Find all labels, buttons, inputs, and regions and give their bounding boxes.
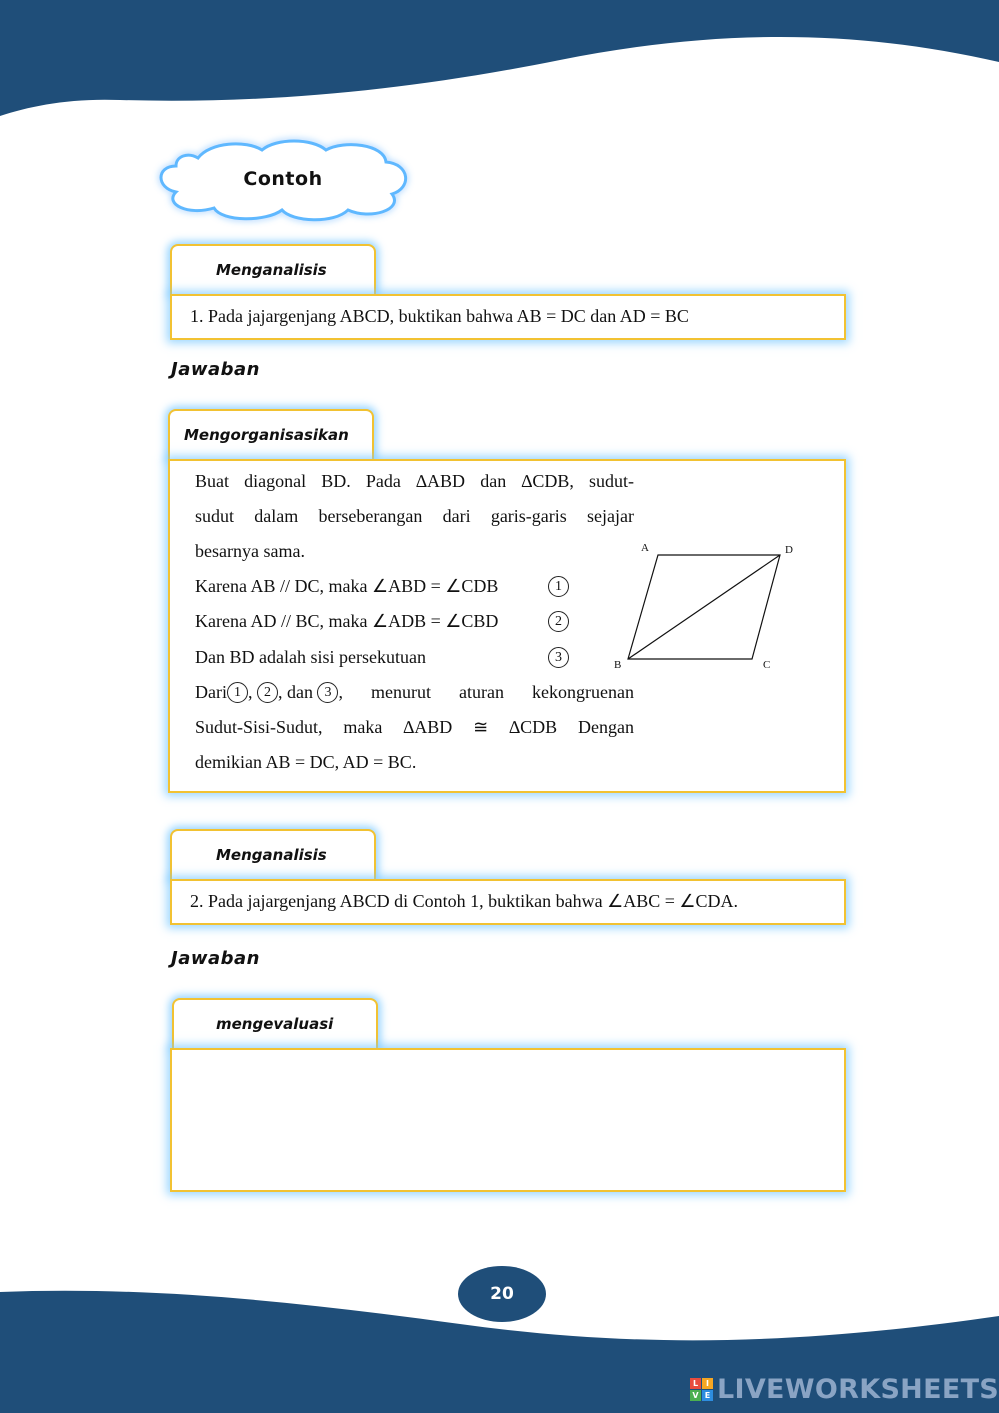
step-3-number — [548, 647, 569, 668]
question-2-text: 2. Pada jajargenjang ABCD di Contoh 1, buktikan bahwa ∠ABC = ∠CDA. — [190, 891, 739, 911]
step-1-badge: 1 — [548, 576, 569, 597]
liveworksheets-logo-icon — [690, 1378, 713, 1401]
answer-line-3: besarnya sama. — [195, 541, 305, 561]
question-2-box — [170, 879, 846, 925]
step-2-text: Karena AD // BC, maka ∠ADB = ∠CBD — [195, 611, 499, 631]
step-3-badge: 3 — [548, 647, 569, 668]
logo-letter-i: I — [702, 1378, 713, 1389]
watermark — [690, 1374, 999, 1404]
step-2-number — [548, 611, 569, 632]
conclusion-ref-3: 3 — [317, 682, 338, 703]
tab-mengevaluasi — [172, 998, 378, 1048]
conclusion-line — [195, 682, 634, 703]
answer-line-2: sudut dalam berseberangan dari garis-garis sejajar — [195, 506, 634, 526]
answer-line-9: demikian AB = DC, AD = BC. — [195, 752, 417, 772]
conclusion-prefix: Dari — [195, 682, 227, 702]
watermark-text: LIVEWORKSHEETS — [717, 1373, 999, 1405]
conclusion-ref-2: 2 — [257, 682, 278, 703]
answer-2-box[interactable] — [170, 1048, 846, 1192]
contoh-title: Contoh — [243, 168, 323, 190]
conclusion-refs — [227, 682, 339, 703]
vertex-label-c: C — [763, 659, 771, 671]
answer-line-8: Sudut-Sisi-Sudut, maka ∆ABD ≅ ∆CDB Dengan — [195, 717, 634, 737]
conclusion-rest: , menurut aturan kekongruenan — [338, 682, 634, 702]
tab-menganalisis-2 — [170, 829, 376, 879]
diagonal-bd — [628, 555, 780, 659]
answer-line-1: Buat diagonal BD. Pada ∆ABD dan ∆CDB, sudut- — [195, 471, 634, 491]
tab-mengorganisasikan — [168, 409, 374, 459]
top-banner — [0, 0, 999, 120]
logo-letter-e: E — [702, 1390, 713, 1401]
step-3-text: Dan BD adalah sisi persekutuan — [195, 647, 426, 667]
question-1-box — [170, 294, 846, 340]
step-1-text: Karena AB // DC, maka ∠ABD = ∠CDB — [195, 576, 499, 596]
page-number: 20 — [458, 1266, 546, 1322]
answer-heading-2: Jawaban — [171, 948, 260, 969]
conclusion-ref-1: 1 — [227, 682, 248, 703]
conclusion-sep-2: , dan — [277, 682, 313, 702]
step-2-badge: 2 — [548, 611, 569, 632]
conclusion-sep-1: , — [247, 682, 253, 702]
logo-letter-v: V — [690, 1390, 701, 1401]
tab-menganalisis-2-label: Menganalisis — [216, 846, 327, 864]
vertex-label-a: A — [641, 542, 649, 554]
tab-mengevaluasi-label: mengevaluasi — [216, 1015, 334, 1033]
question-1-text: 1. Pada jajargenjang ABCD, buktikan bahwa AB = DC dan AD = BC — [190, 306, 689, 326]
tab-menganalisis-1-label: Menganalisis — [216, 261, 327, 279]
contoh-cloud — [158, 140, 408, 218]
answer-heading-1: Jawaban — [171, 359, 260, 380]
answer-1-box — [168, 459, 846, 793]
parallelogram-diagram — [608, 537, 808, 673]
tab-mengorganisasikan-label: Mengorganisasikan — [184, 426, 349, 444]
vertex-label-b: B — [614, 659, 622, 671]
tab-menganalisis-1 — [170, 244, 376, 294]
step-1-number — [548, 576, 569, 597]
vertex-label-d: D — [785, 544, 793, 556]
logo-letter-l: L — [690, 1378, 701, 1389]
